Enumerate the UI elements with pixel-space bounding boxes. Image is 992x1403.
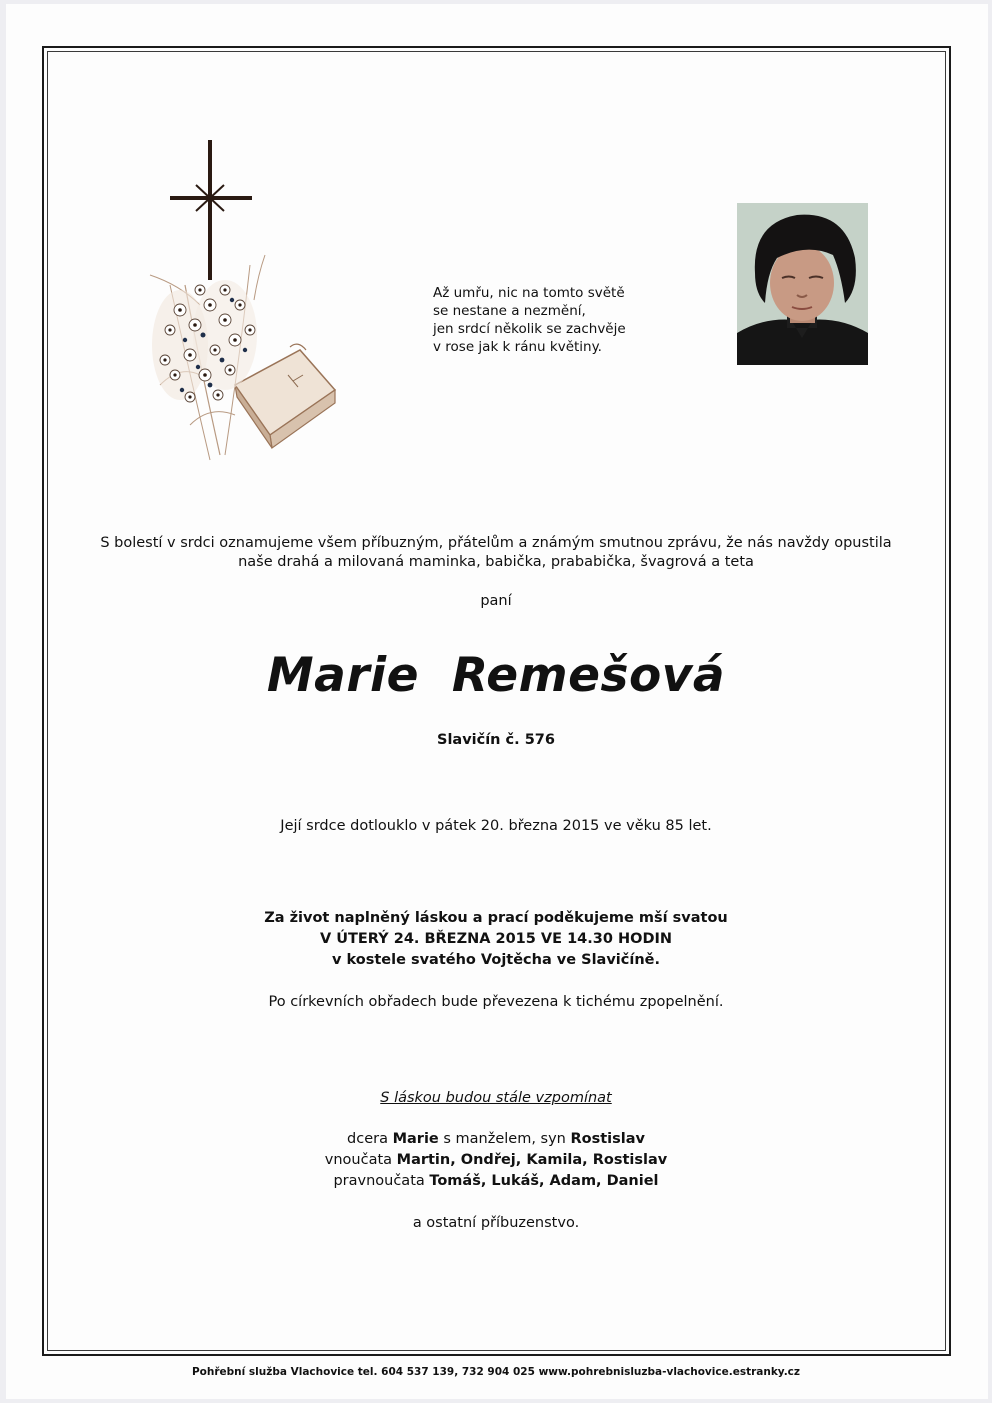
other-relatives: a ostatní příbuzenstvo. — [412, 1215, 580, 1231]
family-list — [0, 1129, 992, 1192]
announcement-line-2: naše drahá a milovaná maminka, babička, prababička, švagrová a teta — [238, 554, 754, 570]
mass-line-3: v kostele svatého Vojtěcha ve Slavičíně. — [332, 952, 660, 968]
deceased-last-name: Remešová — [451, 648, 726, 703]
deceased-first-name: Marie — [266, 648, 420, 703]
deceased-address: Slavičín č. 576 — [437, 732, 555, 748]
verse-line: jen srdcí několik se zachvěje — [433, 321, 626, 337]
cross-icon — [170, 140, 252, 280]
verse-line: se nestane a nezmění, — [433, 303, 586, 319]
mass-line-1: Za život naplněný láskou a prací poděkujeme mší svatou — [264, 910, 728, 926]
portrait-image — [737, 203, 868, 365]
deceased-name — [0, 648, 992, 703]
mass-line-2: V ÚTERÝ 24. BŘEZNA 2015 VE 14.30 HODIN — [319, 931, 673, 947]
family-line: dcera Marie s manželem, syn Rostislav — [347, 1131, 645, 1147]
memorial-verse — [433, 284, 626, 356]
announcement-text — [0, 534, 992, 572]
honorific: paní — [480, 593, 512, 609]
flower-bouquet-icon — [150, 255, 265, 460]
family-line: pravnoučata Tomáš, Lukáš, Adam, Daniel — [333, 1173, 659, 1189]
death-statement: Její srdce dotlouklo v pátek 20. března 2015 ve věku 85 let. — [280, 818, 712, 834]
remembrance-title: S láskou budou stále vzpomínat — [380, 1090, 612, 1106]
funeral-mass-info — [0, 908, 992, 971]
funeral-service-footer: Pohřební služba Vlachovice tel. 604 537 139, 732 904 025 www.pohrebnisluzba-vlachovice.estranky.cz — [191, 1366, 801, 1378]
family-line: vnoučata Martin, Ondřej, Kamila, Rostislav — [324, 1152, 668, 1168]
cremation-statement: Po církevních obřadech bude převezena k tichému zpopelnění. — [268, 994, 724, 1010]
cross-flowers-book-icon — [140, 135, 340, 470]
announcement-line-1: S bolestí v srdci oznamujeme všem příbuzným, přátelům a známým smutnou zprávu, že nás navždy opustila — [100, 535, 892, 551]
verse-line: Až umřu, nic na tomto světě — [433, 285, 625, 301]
verse-line: v rose jak k ránu květiny. — [433, 339, 602, 355]
portrait-photo — [737, 203, 868, 365]
